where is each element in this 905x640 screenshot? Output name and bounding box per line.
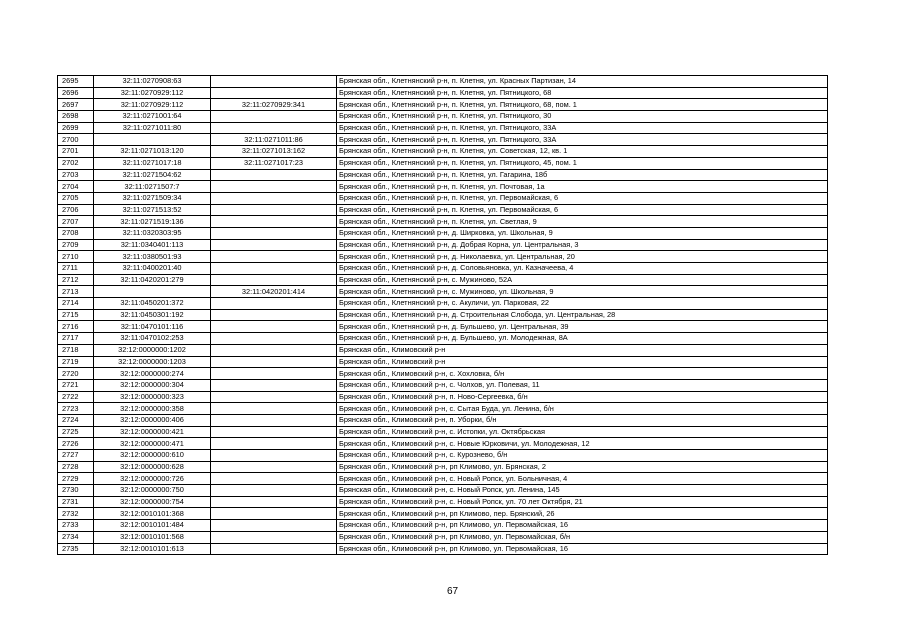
row-number-cell: 2714 [58,298,94,310]
address-cell: Брянская обл., Клетнянский р-н, д. Соловьяновка, ул. Казначеева, 4 [337,263,828,275]
address-cell: Брянская обл., Климовский р-н, рп Климово, ул. Первомайская, 16 [337,520,828,532]
cadastral-table-body [58,76,828,555]
land-cadastral-number-cell: 32:11:0470102:253 [94,333,211,345]
land-cadastral-number-cell: 32:12:0000000:421 [94,426,211,438]
land-cadastral-number-cell: 32:11:0340401:113 [94,239,211,251]
building-cadastral-number-cell [211,239,337,251]
building-cadastral-number-cell [211,508,337,520]
address-cell: Брянская обл., Климовский р-н, с. Хохловка, б/н [337,368,828,380]
land-cadastral-number-cell: 32:12:0000000:471 [94,438,211,450]
building-cadastral-number-cell [211,426,337,438]
address-cell: Брянская обл., Климовский р-н [337,356,828,368]
table-row [58,134,828,146]
land-cadastral-number-cell: 32:11:0271017:18 [94,157,211,169]
row-number-cell: 2701 [58,146,94,158]
address-cell: Брянская обл., Климовский р-н, с. Истопки, ул. Октябрьская [337,426,828,438]
land-cadastral-number-cell [94,286,211,298]
land-cadastral-number-cell: 32:12:0000000:323 [94,391,211,403]
building-cadastral-number-cell: 32:11:0271017:23 [211,157,337,169]
row-number-cell: 2726 [58,438,94,450]
land-cadastral-number-cell: 32:11:0271001:64 [94,111,211,123]
table-row [58,263,828,275]
building-cadastral-number-cell [211,368,337,380]
row-number-cell: 2707 [58,216,94,228]
table-row [58,239,828,251]
row-number-cell: 2729 [58,473,94,485]
address-cell: Брянская обл., Климовский р-н, с. Новый Ропск, ул. Ленина, 145 [337,485,828,497]
building-cadastral-number-cell [211,169,337,181]
table-row [58,473,828,485]
row-number-cell: 2704 [58,181,94,193]
building-cadastral-number-cell [211,263,337,275]
land-cadastral-number-cell: 32:12:0000000:274 [94,368,211,380]
land-cadastral-number-cell: 32:12:0000000:610 [94,450,211,462]
table-row [58,450,828,462]
building-cadastral-number-cell: 32:11:0271011:86 [211,134,337,146]
row-number-cell: 2722 [58,391,94,403]
table-row [58,438,828,450]
table-row [58,379,828,391]
address-cell: Брянская обл., Клетнянский р-н, с. Мужиново, ул. Школьная, 9 [337,286,828,298]
building-cadastral-number-cell [211,473,337,485]
table-row [58,520,828,532]
building-cadastral-number-cell [211,520,337,532]
row-number-cell: 2702 [58,157,94,169]
address-cell: Брянская обл., Клетнянский р-н, п. Клетня, ул. Первомайская, 6 [337,204,828,216]
address-cell: Брянская обл., Клетнянский р-н, п. Клетня, ул. Пятницкого, 30 [337,111,828,123]
building-cadastral-number-cell [211,111,337,123]
row-number-cell: 2710 [58,251,94,263]
table-row [58,122,828,134]
row-number-cell: 2725 [58,426,94,438]
building-cadastral-number-cell [211,333,337,345]
address-cell: Брянская обл., Клетнянский р-н, д. Строительная Слобода, ул. Центральная, 28 [337,309,828,321]
address-cell: Брянская обл., Клетнянский р-н, п. Клетня, ул. Красных Партизан, 14 [337,76,828,88]
land-cadastral-number-cell: 32:12:0010101:613 [94,543,211,555]
land-cadastral-number-cell: 32:11:0271519:136 [94,216,211,228]
row-number-cell: 2720 [58,368,94,380]
table-row [58,485,828,497]
table-row [58,87,828,99]
table-row [58,333,828,345]
land-cadastral-number-cell: 32:11:0450301:192 [94,309,211,321]
table-row [58,531,828,543]
table-row [58,403,828,415]
row-number-cell: 2695 [58,76,94,88]
table-row [58,99,828,111]
table-row [58,274,828,286]
address-cell: Брянская обл., Климовский р-н, с. Новый Ропск, ул. 70 лет Октября, 21 [337,496,828,508]
land-cadastral-number-cell: 32:11:0271013:120 [94,146,211,158]
row-number-cell: 2718 [58,344,94,356]
land-cadastral-number-cell: 32:11:0380501:93 [94,251,211,263]
table-row [58,298,828,310]
building-cadastral-number-cell [211,356,337,368]
address-cell: Брянская обл., Клетнянский р-н, с. Акуличи, ул. Парковая, 22 [337,298,828,310]
land-cadastral-number-cell: 32:11:0270929:112 [94,99,211,111]
row-number-cell: 2727 [58,450,94,462]
address-cell: Брянская обл., Клетнянский р-н, п. Клетня, ул. Первомайская, 6 [337,192,828,204]
address-cell: Брянская обл., Климовский р-н, рп Климово, ул. Первомайская, 16 [337,543,828,555]
table-row [58,286,828,298]
address-cell: Брянская обл., Клетнянский р-н, д. Ширковка, ул. Школьная, 9 [337,227,828,239]
address-cell: Брянская обл., Клетнянский р-н, п. Клетня, ул. Пятницкого, 33А [337,134,828,146]
building-cadastral-number-cell [211,379,337,391]
building-cadastral-number-cell [211,181,337,193]
building-cadastral-number-cell [211,391,337,403]
row-number-cell: 2697 [58,99,94,111]
land-cadastral-number-cell: 32:12:0000000:406 [94,414,211,426]
table-row [58,309,828,321]
address-cell: Брянская обл., Клетнянский р-н, п. Клетня, ул. Светлая, 9 [337,216,828,228]
table-row [58,251,828,263]
address-cell: Брянская обл., Климовский р-н, рп Климово, пер. Брянский, 26 [337,508,828,520]
row-number-cell: 2711 [58,263,94,275]
land-cadastral-number-cell: 32:11:0270908:63 [94,76,211,88]
table-row [58,414,828,426]
building-cadastral-number-cell: 32:11:0420201:414 [211,286,337,298]
building-cadastral-number-cell: 32:11:0270929:341 [211,99,337,111]
building-cadastral-number-cell [211,251,337,263]
building-cadastral-number-cell [211,450,337,462]
table-row [58,76,828,88]
table-row [58,216,828,228]
row-number-cell: 2719 [58,356,94,368]
land-cadastral-number-cell: 32:12:0010101:568 [94,531,211,543]
row-number-cell: 2698 [58,111,94,123]
address-cell: Брянская обл., Клетнянский р-н, п. Клетня, ул. Пятницкого, 68, пом. 1 [337,99,828,111]
table-row [58,508,828,520]
row-number-cell: 2696 [58,87,94,99]
table-row [58,192,828,204]
building-cadastral-number-cell [211,309,337,321]
land-cadastral-number-cell: 32:12:0010101:368 [94,508,211,520]
address-cell: Брянская обл., Климовский р-н [337,344,828,356]
row-number-cell: 2706 [58,204,94,216]
building-cadastral-number-cell [211,543,337,555]
row-number-cell: 2700 [58,134,94,146]
row-number-cell: 2716 [58,321,94,333]
address-cell: Брянская обл., Климовский р-н, рп Климово, ул. Первомайская, б/н [337,531,828,543]
address-cell: Брянская обл., Климовский р-н, с. Сытая Буда, ул. Ленина, б/н [337,403,828,415]
address-cell: Брянская обл., Клетнянский р-н, п. Клетня, ул. Советская, 12, кв. 1 [337,146,828,158]
land-cadastral-number-cell: 32:12:0000000:628 [94,461,211,473]
land-cadastral-number-cell: 32:11:0320303:95 [94,227,211,239]
building-cadastral-number-cell [211,344,337,356]
table-row [58,496,828,508]
land-cadastral-number-cell: 32:12:0000000:1202 [94,344,211,356]
row-number-cell: 2721 [58,379,94,391]
building-cadastral-number-cell [211,321,337,333]
row-number-cell: 2732 [58,508,94,520]
table-row [58,344,828,356]
land-cadastral-number-cell: 32:12:0000000:1203 [94,356,211,368]
land-cadastral-number-cell: 32:12:0000000:750 [94,485,211,497]
land-cadastral-number-cell: 32:11:0400201:40 [94,263,211,275]
row-number-cell: 2708 [58,227,94,239]
row-number-cell: 2734 [58,531,94,543]
address-cell: Брянская обл., Клетнянский р-н, д. Бульшево, ул. Молодежная, 8А [337,333,828,345]
land-cadastral-number-cell: 32:12:0000000:304 [94,379,211,391]
land-cadastral-number-cell: 32:11:0420201:279 [94,274,211,286]
building-cadastral-number-cell: 32:11:0271013:162 [211,146,337,158]
building-cadastral-number-cell [211,461,337,473]
building-cadastral-number-cell [211,403,337,415]
table-row [58,543,828,555]
row-number-cell: 2731 [58,496,94,508]
address-cell: Брянская обл., Клетнянский р-н, д. Добрая Корна, ул. Центральная, 3 [337,239,828,251]
table-row [58,169,828,181]
table-row [58,461,828,473]
page-number: 67 [446,586,459,597]
land-cadastral-number-cell: 32:12:0000000:726 [94,473,211,485]
row-number-cell: 2730 [58,485,94,497]
row-number-cell: 2728 [58,461,94,473]
row-number-cell: 2713 [58,286,94,298]
building-cadastral-number-cell [211,216,337,228]
land-cadastral-number-cell: 32:11:0470101:116 [94,321,211,333]
address-cell: Брянская обл., Клетнянский р-н, с. Мужиново, 52А [337,274,828,286]
table-row [58,321,828,333]
building-cadastral-number-cell [211,87,337,99]
land-cadastral-number-cell: 32:11:0450201:372 [94,298,211,310]
building-cadastral-number-cell [211,414,337,426]
row-number-cell: 2715 [58,309,94,321]
building-cadastral-number-cell [211,438,337,450]
table-row [58,157,828,169]
address-cell: Брянская обл., Климовский р-н, рп Климово, ул. Брянская, 2 [337,461,828,473]
building-cadastral-number-cell [211,274,337,286]
cadastral-table [57,75,828,555]
land-cadastral-number-cell: 32:12:0010101:484 [94,520,211,532]
table-row [58,111,828,123]
row-number-cell: 2717 [58,333,94,345]
row-number-cell: 2703 [58,169,94,181]
row-number-cell: 2723 [58,403,94,415]
building-cadastral-number-cell [211,76,337,88]
address-cell: Брянская обл., Клетнянский р-н, п. Клетня, ул. Пятницкого, 33А [337,122,828,134]
building-cadastral-number-cell [211,122,337,134]
address-cell: Брянская обл., Клетнянский р-н, п. Клетня, ул. Гагарина, 18б [337,169,828,181]
land-cadastral-number-cell: 32:11:0271011:80 [94,122,211,134]
address-cell: Брянская обл., Климовский р-н, с. Новые Юрковичи, ул. Молодежная, 12 [337,438,828,450]
address-cell: Брянская обл., Климовский р-н, п. Ново-Сергеевка, б/н [337,391,828,403]
land-cadastral-number-cell: 32:11:0270929:112 [94,87,211,99]
row-number-cell: 2705 [58,192,94,204]
land-cadastral-number-cell: 32:11:0271507:7 [94,181,211,193]
building-cadastral-number-cell [211,485,337,497]
row-number-cell: 2724 [58,414,94,426]
building-cadastral-number-cell [211,531,337,543]
address-cell: Брянская обл., Климовский р-н, с. Курознево, б/н [337,450,828,462]
land-cadastral-number-cell: 32:11:0271509:34 [94,192,211,204]
table-row [58,227,828,239]
address-cell: Брянская обл., Климовский р-н, с. Чолхов, ул. Полевая, 11 [337,379,828,391]
building-cadastral-number-cell [211,298,337,310]
table-row [58,146,828,158]
building-cadastral-number-cell [211,496,337,508]
table-row [58,391,828,403]
table-row [58,426,828,438]
land-cadastral-number-cell: 32:11:0271513:52 [94,204,211,216]
address-cell: Брянская обл., Климовский р-н, п. Уборки, б/н [337,414,828,426]
row-number-cell: 2735 [58,543,94,555]
land-cadastral-number-cell: 32:11:0271504:62 [94,169,211,181]
row-number-cell: 2712 [58,274,94,286]
table-row [58,368,828,380]
row-number-cell: 2709 [58,239,94,251]
table-row [58,204,828,216]
address-cell: Брянская обл., Клетнянский р-н, п. Клетня, ул. Почтовая, 1а [337,181,828,193]
land-cadastral-number-cell: 32:12:0000000:358 [94,403,211,415]
address-cell: Брянская обл., Клетнянский р-н, д. Николаевка, ул. Центральная, 20 [337,251,828,263]
land-cadastral-number-cell [94,134,211,146]
row-number-cell: 2699 [58,122,94,134]
address-cell: Брянская обл., Клетнянский р-н, д. Бульшево, ул. Центральная, 39 [337,321,828,333]
row-number-cell: 2733 [58,520,94,532]
address-cell: Брянская обл., Клетнянский р-н, п. Клетня, ул. Пятницкого, 68 [337,87,828,99]
building-cadastral-number-cell [211,192,337,204]
address-cell: Брянская обл., Клетнянский р-н, п. Клетня, ул. Пятницкого, 45, пом. 1 [337,157,828,169]
table-row [58,181,828,193]
land-cadastral-number-cell: 32:12:0000000:754 [94,496,211,508]
table-row [58,356,828,368]
address-cell: Брянская обл., Климовский р-н, с. Новый Ропск, ул. Больничная, 4 [337,473,828,485]
building-cadastral-number-cell [211,204,337,216]
building-cadastral-number-cell [211,227,337,239]
